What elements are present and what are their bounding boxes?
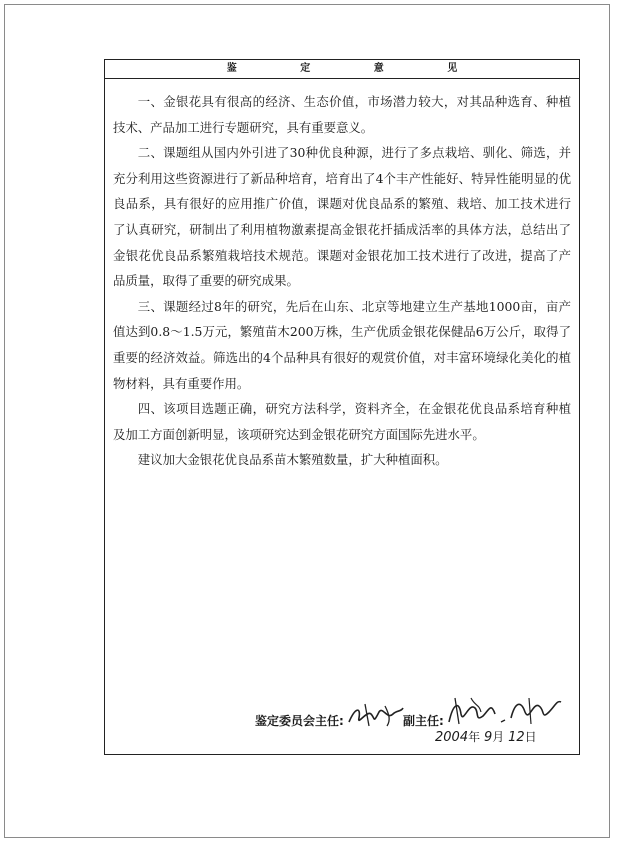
- paragraph-3: 三、课题经过8年的研究，先后在山东、北京等地建立生产基地1000亩，亩产值达到0.8～1.5万元，繁殖苗木200万株，生产优质金银花保健品6万公斤，取得了重要的经济效益。筛选出的4个品种具有很好的观赏价值，对丰富环境绿化美化的植物材料，具有重要作用。: [113, 298, 571, 391]
- vice-label: 副主任:: [403, 714, 444, 728]
- date-month: 9: [483, 730, 493, 745]
- page-frame: [4, 4, 610, 838]
- paragraph-2: 二、课题组从国内外引进了30种优良种源，进行了多点栽培、驯化、筛选，并充分利用这些资源进行了新品种培育，培育出了4个丰产性能好、特异性能明显的优良品系，具有很好的应用推广价值，课题对优良品系的繁殖、栽培、加工技术进行了认真研究，研制出了利用植物激素提高金银花扦插成活率的具体方法，总结出了金银花优良品系繁殖栽培技术规范。课题对金银花加工技术进行了改进，提高了产品质量，取得了重要的研究成果。: [113, 145, 571, 289]
- opinion-content: [105, 79, 579, 473]
- chair-label: 鉴定委员会主任:: [255, 714, 344, 728]
- date-day-suffix: 日: [524, 730, 537, 744]
- signature-date: [435, 728, 537, 745]
- date-year: 2004: [435, 730, 469, 745]
- vice-handwritten-signature: [445, 694, 565, 730]
- chair-handwritten-signature: [345, 700, 407, 730]
- date-month-suffix: 月: [492, 730, 505, 744]
- paragraph-1: 一、金银花具有很高的经济、生态价值，市场潜力较大，对其品种选育、种植技术、产品加工进行专题研究，具有重要意义。: [113, 94, 571, 135]
- date-day: 12: [508, 730, 525, 745]
- opinion-table: [104, 59, 580, 755]
- signature-area: [105, 690, 581, 750]
- table-header: 鉴 定 意 见: [105, 60, 579, 79]
- paragraph-4: 四、该项目选题正确，研究方法科学，资料齐全，在金银花优良品系培育种植及加工方面创新明显，该项研究达到金银花研究方面国际先进水平。: [113, 401, 571, 442]
- date-year-suffix: 年: [468, 730, 481, 744]
- paragraph-5: 建议加大金银花优良品系苗木繁殖数量，扩大种植面积。: [137, 452, 448, 468]
